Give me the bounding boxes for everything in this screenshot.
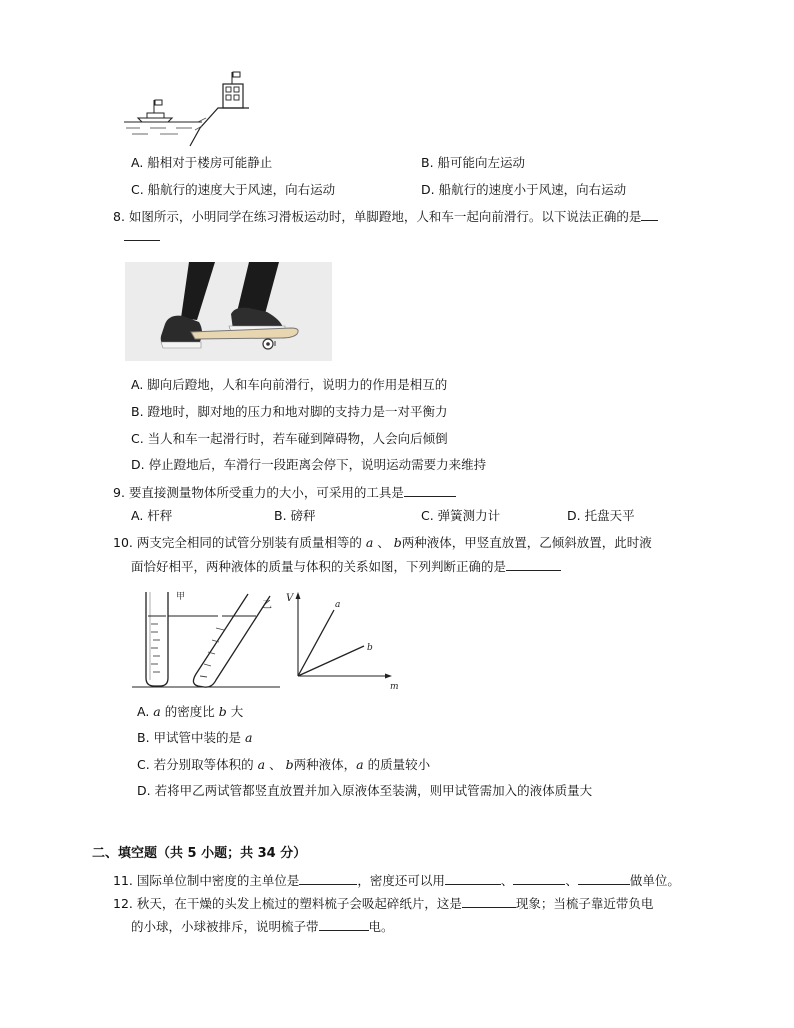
q8-stem-text: 8. 如图所示，小明同学在练习滑板运动时，单脚蹬地，人和车一起向前滑行。以下说法正确的是 (113, 209, 642, 224)
q9-option-a: A. 杆秤 (131, 508, 173, 523)
q11-blank-4[interactable] (578, 872, 630, 885)
q10-var-a: a (365, 535, 374, 550)
q8-option-a: A. 脚向后蹬地，人和车向前滑行，说明力的作用是相互的 (131, 377, 448, 392)
q11-line (113, 872, 680, 889)
q10-opt-a-var-a: a (153, 704, 161, 719)
q11-mid: ，密度还可以用 (357, 873, 445, 888)
q10-opt-b-text: B. 甲试管中装的是 (137, 730, 242, 745)
q9-stem (113, 484, 456, 501)
q11-sep-2: 、 (565, 873, 578, 888)
q9-answer-blank[interactable] (404, 484, 456, 497)
q7-option-b: B. 船可能向左运动 (421, 155, 526, 170)
q9-option-c: C. 弹簧测力计 (421, 508, 501, 523)
q10-opt-a-end: 大 (230, 704, 244, 719)
q10-opt-c-mid: 两种液体， (293, 757, 357, 772)
q10-opt-c-sep: 、 (269, 757, 282, 772)
axis-m-label: m (390, 682, 399, 692)
q7-option-a: A. 船相对于楼房可能静止 (131, 155, 273, 170)
q10-stem-line1 (113, 535, 652, 551)
q11-blank-2[interactable] (445, 872, 501, 885)
q12-l1-end: 现象；当梳子靠近带负电 (515, 896, 654, 911)
q10-opt-c-var-a2: a (356, 757, 364, 772)
q10-option-b (137, 730, 252, 746)
q10-option-a (137, 704, 243, 720)
q12-l2-pre: 的小球，小球被排斥，说明梳子带 (131, 919, 319, 934)
q10-var-b: b (393, 535, 402, 550)
q9-option-b: B. 磅秤 (274, 508, 316, 523)
q10-stem-l1-end: 两种液体，甲竖直放置，乙倾斜放置，此时液 (401, 535, 652, 550)
q10-opt-c-var-a: a (257, 757, 266, 772)
q12-line1 (113, 895, 653, 912)
q10-opt-a-mid: 的密度比 (164, 704, 215, 719)
q9-stem-text: 9. 要直接测量物体所受重力的大小，可采用的工具是 (113, 485, 404, 500)
line-b-label: b (367, 643, 373, 653)
q10-opt-a-var-b: b (218, 704, 227, 719)
q9-option-d: D. 托盘天平 (567, 508, 635, 523)
label-jia: 甲 (176, 592, 186, 602)
q10-stem-line2 (131, 558, 561, 575)
q8-option-c: C. 当人和车一起滑行时，若车碰到障碍物，人会向后倾倒 (131, 431, 448, 446)
q10-opt-b-var-a: a (245, 730, 253, 745)
label-yi: 乙 (262, 600, 272, 611)
q8-answer-blank-cont[interactable] (124, 230, 160, 241)
q11-sep-1: 、 (500, 873, 514, 888)
q12-blank-1[interactable] (462, 895, 516, 908)
q11-blank-1[interactable] (299, 872, 357, 885)
q12-l1-pre: 12. 秋天，在干燥的头发上梳过的塑料梳子会吸起碎纸片，这是 (113, 896, 462, 911)
q10-stem-l2-text: 面恰好相平，两种液体的质量与体积的关系如图，下列判断正确的是 (131, 559, 507, 574)
q10-opt-c-end: 的质量较小 (367, 757, 431, 772)
axis-v-label: V (286, 593, 294, 604)
q12-blank-2[interactable] (319, 918, 369, 931)
q12-line2 (131, 918, 394, 935)
q7-option-d: D. 船航行的速度小于风速，向右运动 (421, 182, 627, 197)
skateboard-photo (125, 262, 332, 361)
q8-option-b: B. 蹬地时，脚对地的压力和地对脚的支持力是一对平衡力 (131, 404, 448, 419)
line-a-label: a (335, 600, 341, 610)
q10-option-d: D. 若将甲乙两试管都竖直放置并加入原液体至装满，则甲试管需加入的液体质量大 (137, 783, 593, 798)
q12-l2-end: 电。 (368, 919, 394, 934)
section-2-heading: 二、填空题（共 5 小题；共 34 分） (92, 846, 307, 861)
q8-stem (113, 208, 658, 225)
q7-option-c: C. 船航行的速度大于风速，向右运动 (131, 182, 336, 197)
q10-sep: 、 (377, 535, 390, 550)
q10-stem-l1-text: 10. 两支完全相同的试管分别装有质量相等的 (113, 535, 362, 550)
q8-answer-blank[interactable] (641, 208, 658, 221)
q8-option-d: D. 停止蹬地后，车滑行一段距离会停下，说明运动需要力来维持 (131, 457, 487, 472)
q11-pre: 11. 国际单位制中密度的主单位是 (113, 873, 300, 888)
q10-option-c (137, 757, 430, 773)
boat-building-figure (120, 66, 255, 146)
volume-mass-graph (286, 590, 398, 690)
q10-opt-a-pre: A. (137, 704, 150, 719)
q10-answer-blank[interactable] (506, 558, 561, 571)
q11-end: 做单位。 (629, 873, 680, 888)
q10-opt-c-pre: C. 若分别取等体积的 (137, 757, 254, 772)
q11-blank-3[interactable] (513, 872, 565, 885)
q10-opt-c-var-b: b (285, 757, 294, 772)
test-tubes-figure (132, 588, 284, 690)
